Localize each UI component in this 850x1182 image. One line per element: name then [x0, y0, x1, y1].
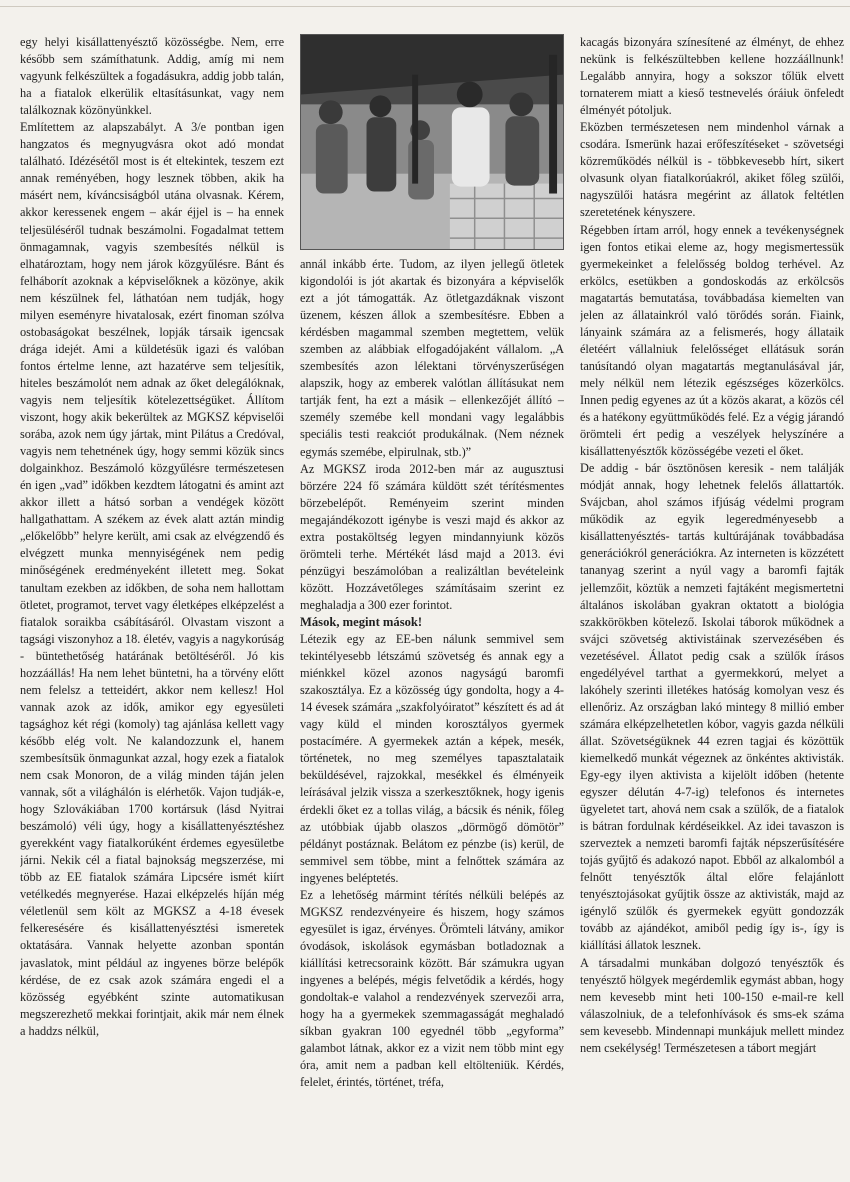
paragraph: Régebben írtam arról, hogy ennek a tevékenységnek igen fontos etikai eleme az, hogy megismertessük gyermekeinket a felelősség boldog terhével. Az erkölcs, esetükben a gondoskodás az erkölcsös magatartás bemutatása, továbbadása kiemelten van jelen az állatainkról való törődés során. Fiaink, lányaink számára az a felismerés, hogy állataik életéért vállalniuk felelősséget ellátásuk során tanúsítandó olyan magatartás megtanulásával jár, mely nélkül nem létezik egészséges közerkölcs. Innen pedig egyenes az út a közös akarat, a közös cél és a hatékony együttműködés felé. Ez a végig járandó örömteli ért pedig a veszélyek helyszínére a kisállattenyésztők közösségébe vezeti el őket. [580, 222, 844, 459]
paragraph: kacagás bizonyára színesítené az élményt, de ehhez nekünk is felkészültebben kellene hozzáállnunk! Legalább annyira, hogy a sokszor tőlük elvett tornaterem miatt a kieső testnevelés óráiuk önfeledt élményét pótoljuk. [580, 35, 844, 118]
page-top-edge [0, 0, 850, 7]
column-3 [580, 34, 844, 1172]
market-crowd-photo [300, 34, 564, 250]
paragraph: A társadalmi munkában dolgozó tenyésztők és tenyésztő hölgyek megérdemlik egymást abban, hogy nem kevesebb mint heti 100-150 e-mail-re kell válaszolniuk, de a telefonhívások és sms-ek száma sem kevesebb. Mindennapi munkájuk mellett mindez nem csekélység! Természetesen a tábort megjárt [580, 955, 844, 1055]
paragraph: annál inkább érte. Tudom, az ilyen jellegű ötletek kigondolói is jót akartak és bizonyára a képviselők ezt a jót támogatták. Az ötletgazdáknak viszont üzenem, készen állok a szembesítésre. Ebben a kérdésben magammal szemben megtettem, velük szemben az alábbiak elfogadójaként vállalom. „A szembesítés azon lélektani törvényszerűségen alapszik, hogy az emberek valótlan állításukat nem tartják fent, ha ezt a másik – ellenkezőjét állító – személy szemébe kell mondani vagy legalábbis speciális testi reakciót produkálnak. (Nem néznek egymás szemébe, elpirulnak, stb.)” [300, 257, 564, 459]
column-1 [20, 34, 284, 1172]
paragraph: De addig - bár ösztönösen keresik - nem találják módját annak, hogy lehetnek felelős állattartók. Svájcban, ahol számos ifjúság védelmi program működik az egyik legeredményesebb a kisállattenyésztés- tartás kultúrájának továbbadása generációkról generációkra. Az interneten is közzétett tananyag szerint a nyúl vagy a baromfi fajták jellemzőit, köztük a nemzeti fajtáként megismertetni általános iskolában gyakran oktatott a biológia szakkörökben kötelező. Iskolai táborok működnek a svájci szövetség aktivistáinak szervezésében és vezetésével. Állatot pedig csak a szülők írásos engedélyével tarthat a gyermekkorú, melyet a lakóhely szerinti illetékes hatóság komolyan vesz és ellenőriz. Az országban lakó mintegy 8 millió ember számára elképzelhetetlen kóbor, vagyis gazda nélküli állat. Szövetségüknek 44 ezren tagjai és közöttük kiemelkedő munkát végeznek az önkéntes aktivisták. Egy-egy ilyen aktivista a kijelölt időben (hetente egyszer délután 4-7-ig) telefonos és internetes ügyeletet tart, ahová nem csak a szülők, de a fiatalok is bátran fordulnak kérdéseikkel. Az idei tavaszon is szerveztek a nemzeti baromfi fajták népszerűsítésére tojás gyűjtő és adakozó napot. Ebből az alkalomból a felnőtt tenyésztők által előre felajánlott tenyésztojásokat gyűjtik össze az aktivisták, majd az igénylő szülők és gyermekek együtt gondozzák tovább az ajándékot, amiből pedig így is-, így is kiállítási állatok lesznek. [580, 461, 844, 953]
paragraph: egy helyi kisállattenyésztő közösségbe. Nem, erre később sem számíthatunk. Addig, amíg mi nem vagyunk felkészültek a fogadásukra, addig jobb talán, ha a fiatalok elkerülik eltasításunkat, vagy nem találkoznak közönyünkkel. [20, 35, 284, 118]
column-2 [300, 34, 564, 1172]
paragraph: Létezik egy az EE-ben nálunk semmivel sem tekintélyesebb létszámú szövetség és annak egy a miénkkel közel azonos nagyságú baromfi szakosztálya. Ez a közösség úgy gondolta, hogy a 4-14 évesek számára „szakfolyóiratot” készített és ad át vagy küld el minden korosztályos gyermek postacímére. A gyermekek aztán a képek, mesék, történetek, no meg személyes tapasztalataik beküldésével, rajzokkal, mesékkel és élményeik leírásával jelzik vissza a szerkesztőknek, hogy igenis érdekli őket ez a tollas világ, a bácsik és nénik, főleg az utóbbiak újabb olaszos „dörmögő dömötör” példányt postáznak. Belátom ez pénzbe (is) kerül, de semmivel sem többe, mint a felnőttek számára az ingyenes beléptetés. [300, 632, 564, 885]
section-heading: Mások, megint mások! [300, 614, 423, 629]
photo-illustration [301, 35, 563, 249]
paragraph: Említettem az alapszabályt. A 3/e pontban igen hangzatos és megnyugvásra okot adó mondat található. Idézésétől most is ét eltekintek, teszem ezt annak reményében, hogy lesznek többen, akik ha másért nem, kíváncsiságból utána olvasnak. Kérem, akkor keressenek engem – akár éjjel is – ha ennek teljesüléséről tudnak beszámolni. Fogadalmat tettem önmagamnak, vagyis szembesítés nélkül is elhatároztam, hogy nem járok közgyűlésre. Bánt és felháborít azoknak a képviselőknek a közönye, akik nem készülnek fel, láthatóan nem tudják, hogy milyen eseményre hivatalosak, ezért finoman szólva ostobaságokat beszélnek, lopják társaik igencsak drága idejét. Ami a küldetésük igazi és valóban fontos értelme lenne, azt hazatérve sem teljesítik, hiteles beszámolót nem adnak az őket delegálóknak, vagyis nem teljesítik kötelezettségüket. Állítom viszont, hogy akik bekerültek az MGKSZ képviselői sorába, azok nem úgy jártak, mint Pilátus a Credóval, vagyis nem tehetnének úgy, hogy semmi közük sincs dolgainkhoz. Beszámoló közgyűlésre természetesen én igen „vad” időkben kezdtem látogatni és amint azt akkor illett a hátsó sorban a vendégek között hallgathattam. A székem az évek alatt aztán mindig „előkelőbb” helyre került, ami csak az elvégzendő és elvégzett munka mennyiségének nem pedig minőségének eredményeként illetett meg. Sokat tanultam ezekben az időkben, de soha nem hallottam ötletet, programot, tervet vagy életképes elképzelést a fiatalok soraikba csábításáról. Olvastam viszont a tagsági viszonyhoz a 18. életév, vagyis a nagykorúság - büntethetőség határának betöltéséről. Jó kis hozzáállás! Ha nem lehet büntetni, ha a törvény előtt nem felelsz a tetteidért, akkor nem kellesz! Hol vannak azok az idők, amikor egy egyesületi tagsághoz két régi (komoly) tag ajánlása kellett vagy később elég volt. Ne kalandozzunk el, hanem szembesítsük önmagunkat azzal, hogy ezek a fiatalok nem csak Monoron, de a világ minden táján jelen vannak, sőt a világhálón is elérhetők. Vajon tudják-e, hogy Szlovákiában 1700 kortársuk (lásd Nyitrai beszámoló) véli úgy, hogy a kisállattenyésztéshez gyerekként vagy fiatalkorúként érdemes egyesületbe járni. Nekik cél a fiatal bajnokság megszerzése, mi több az EE fiatalok számára Lipcsére ismét kiírt vetélkedés megnyerése. Hazai elképzelés híján még véletlenül sem költ az MGKSZ a 4-18 évesek felkeresésére és kisállattenyésztési ismeretek oktatására. Vannak helyette azonban spontán javaslatok, mint például az ingyenes börze belépők kérdése, de ez csak azok számára engedi el a közösség egyébként szinte automatikusan megszerezhető mekkai forintjait, akik már nem élnek a haddzs nélkül, [20, 120, 284, 1038]
paragraph: Ez a lehetőség mármint térítés nélküli belépés az MGKSZ rendezvényeire és hiszem, hogy számos egyesület is igaz, érvényes. Örömteli látvány, amikor óvodások, iskolások egymásban botladoznak a kiállítási ketrecsoraink között. Bár számukra ugyan ingyenes a belépés, mégis felvetődik a kérdés, hogy gondoltak-e valahol a rendezvények szervezői arra, hogy ha a gyermekek szemmagasságát meghaladó síkban gyakran 100 egyednél több „egyforma” galambot látnak, akkor ez a vizit nem több mint egy óra, amit nem a padban kell eltölteniük. Kérdés, felelet, érintés, történet, tréfa, [300, 887, 564, 1090]
paragraph: Az MGKSZ iroda 2012-ben már az augusztusi börzére 224 fő számára küldött szét térítésmentes börzebelépőt. Reményeim szerint minden megajándékozott igénybe is veszi majd és akkor az extra postaköltség legyen mindannyiunk közös örömteli terhe. Mértékét lásd majd a 2013. évi pénzügyi beszámolóban a realizáltlan bevételeink között. Hozzávetőleges számításaim szerint ez meghaladja a 300 ezer forintot. [300, 461, 564, 612]
article-columns [20, 34, 844, 1172]
paragraph: Eközben természetesen nem mindenhol várnak a csodára. Ismerünk hazai erőfeszítéseket - szövetségi közreműködés nélkül is - többkevesebb hírt, sikert olvasunk olyan fiatalkorúakról, akiket főleg szülői, nagyszülői hatásra megérint az állatok feltétlen szeretetének kényszere. [580, 120, 844, 220]
